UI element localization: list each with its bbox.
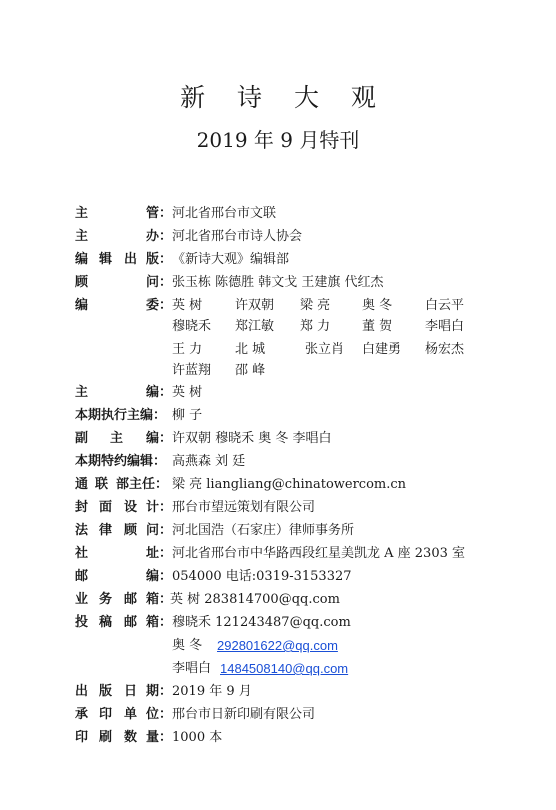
masthead-value: 河北国浩（石家庄）律师事务所 [172, 523, 355, 538]
committee-member: 白建勇 [362, 342, 402, 357]
magazine-title: 新 诗 大 观 [180, 83, 388, 112]
committee-member: 梁 亮 [300, 298, 331, 313]
masthead-value: 高燕森 刘 廷 [172, 454, 246, 469]
masthead-value: 许双朝 穆晓禾 奥 冬 李唱白 [172, 431, 332, 446]
masthead-value: 2019 年 9 月 [172, 684, 252, 699]
committee-member: 穆晓禾 [172, 319, 212, 334]
submission-email-link[interactable]: 292801622@qq.com [217, 638, 338, 653]
committee-member: 英 树 [172, 298, 203, 313]
committee-member: 奥 冬 [362, 298, 393, 313]
masthead-value: 河北省邢台市文联 [172, 206, 277, 221]
masthead-value: 054000 电话:0319-3153327 [172, 569, 352, 584]
committee-member: 郑 力 [300, 319, 331, 334]
committee-member: 王 力 [172, 342, 203, 357]
masthead-value: 邢台市望远策划有限公司 [172, 500, 316, 515]
issue-subtitle: 2019 年 9 月特刊 [196, 128, 360, 152]
masthead-value: 1000 本 [172, 730, 223, 745]
committee-member: 张立肖 [305, 342, 345, 357]
committee-member: 郑江敏 [235, 319, 275, 334]
committee-member: 白云平 [425, 298, 465, 313]
submission-contact-name: 奥 冬 [172, 638, 203, 653]
masthead-value: 穆晓禾 121243487@qq.com [172, 615, 351, 630]
committee-member: 北 城 [235, 342, 266, 357]
committee-member: 董 贺 [362, 319, 393, 334]
masthead-value: 河北省邢台市诗人协会 [172, 229, 303, 244]
submission-email-link[interactable]: 1484508140@qq.com [220, 661, 349, 676]
committee-member: 许蓝翔 [172, 363, 212, 378]
masthead-value: 英 树 283814700@qq.com [170, 592, 340, 607]
masthead-value: 梁 亮 liangliang@chinatowercom.cn [172, 477, 407, 492]
masthead-value: 张玉栋 陈德胜 韩文戈 王建旗 代红杰 [172, 275, 384, 290]
masthead-value: 邢台市日新印刷有限公司 [172, 707, 316, 722]
masthead-value: 英 树 [172, 385, 203, 400]
committee-member: 杨宏杰 [425, 342, 465, 357]
masthead-value: 《新诗大观》编辑部 [172, 252, 290, 267]
masthead-value: 河北省邢台市中华路西段红星美凯龙 A 座 2303 室 [172, 546, 466, 561]
submission-contact-name: 李唱白 [172, 661, 212, 676]
committee-member: 李唱白 [425, 319, 465, 334]
masthead-value: 柳 子 [172, 408, 203, 423]
committee-member: 邵 峰 [235, 363, 266, 378]
committee-member: 许双朝 [235, 298, 275, 313]
